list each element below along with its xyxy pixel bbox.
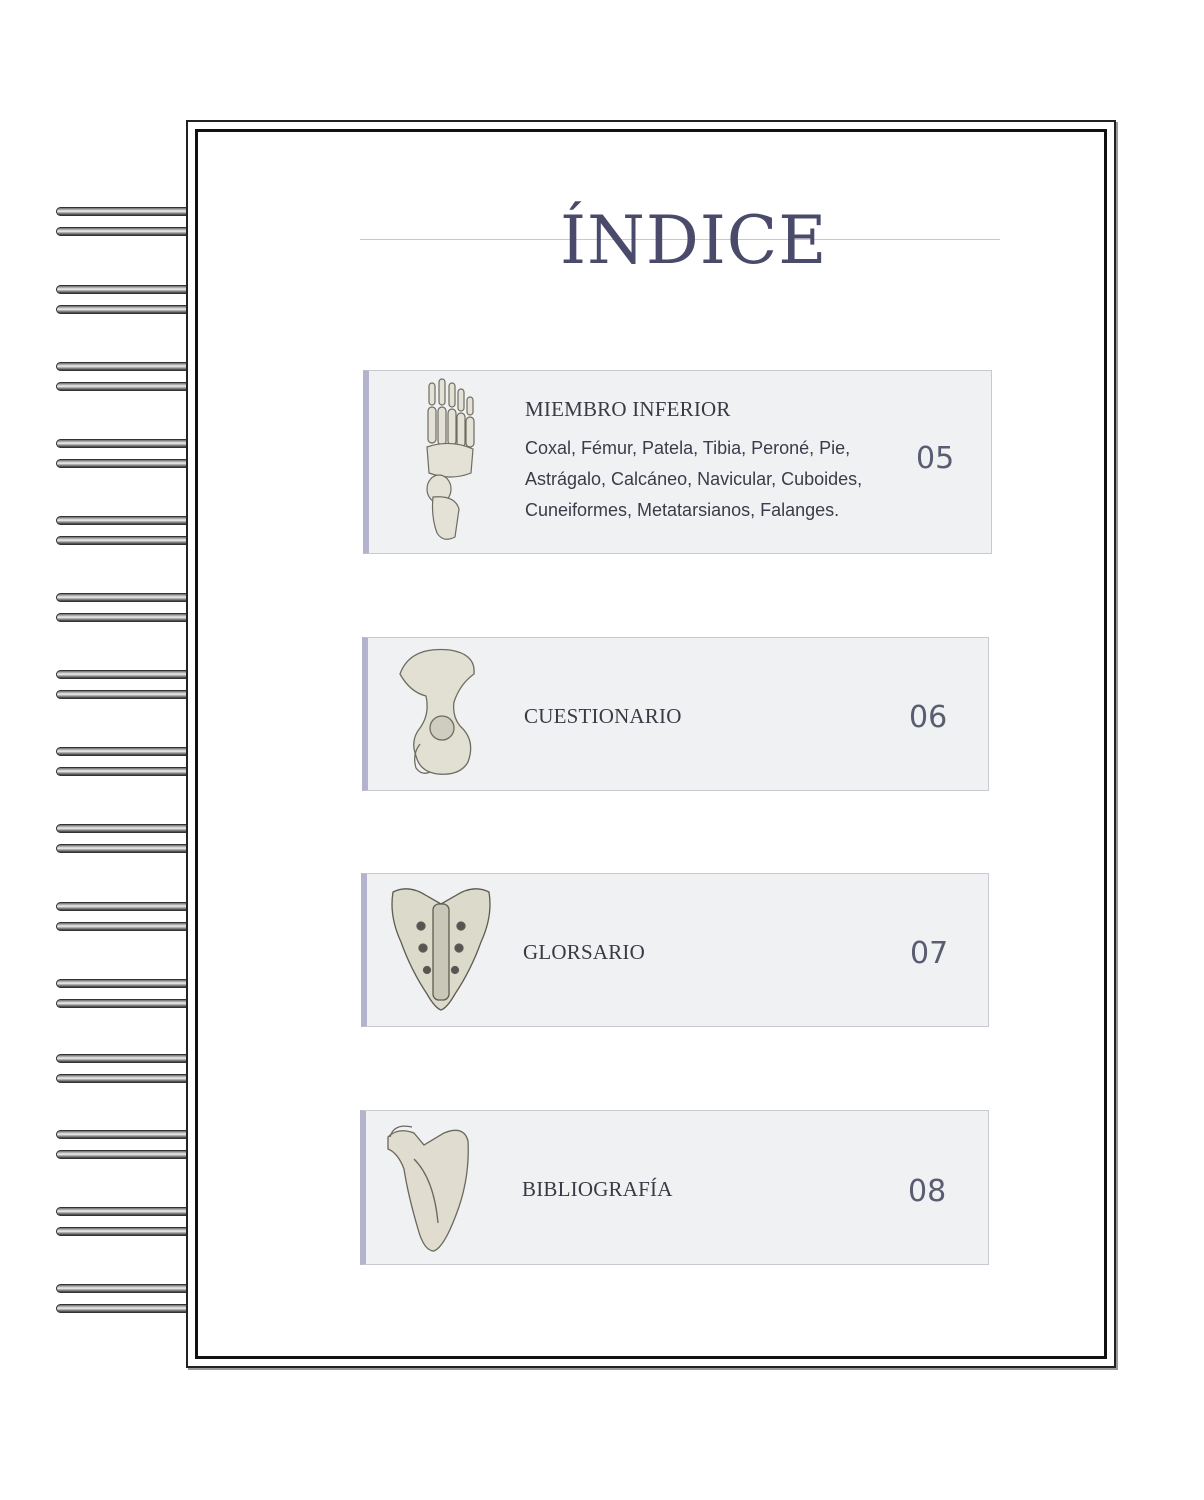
index-entry-bibliografia[interactable] bbox=[360, 1110, 989, 1265]
scapula-icon bbox=[384, 1119, 474, 1255]
entry-title: GLORSARIO bbox=[523, 940, 645, 964]
entry-page-number: 08 bbox=[908, 1174, 947, 1209]
entry-description: Coxal, Fémur, Patela, Tibia, Peroné, Pie, Astrágalo, Calcáneo, Navicular, Cuboides, Cuneiformes, Metatarsianos, Falanges. bbox=[525, 438, 863, 520]
entry-title: CUESTIONARIO bbox=[524, 704, 682, 728]
index-entry-miembro-inferior[interactable] bbox=[363, 370, 992, 554]
hip-bone-icon bbox=[390, 644, 480, 784]
sacrum-icon bbox=[389, 886, 493, 1012]
entry-page-number: 05 bbox=[916, 441, 955, 476]
entry-page-number: 06 bbox=[909, 700, 948, 735]
entry-title: MIEMBRO INFERIOR bbox=[525, 397, 731, 421]
index-entry-cuestionario[interactable] bbox=[362, 637, 989, 791]
foot-bones-icon bbox=[415, 377, 485, 545]
page-title: ÍNDICE bbox=[560, 202, 828, 279]
entry-page-number: 07 bbox=[910, 936, 949, 971]
entry-title: BIBLIOGRAFÍA bbox=[522, 1177, 673, 1201]
index-entry-glorsario[interactable] bbox=[361, 873, 989, 1027]
